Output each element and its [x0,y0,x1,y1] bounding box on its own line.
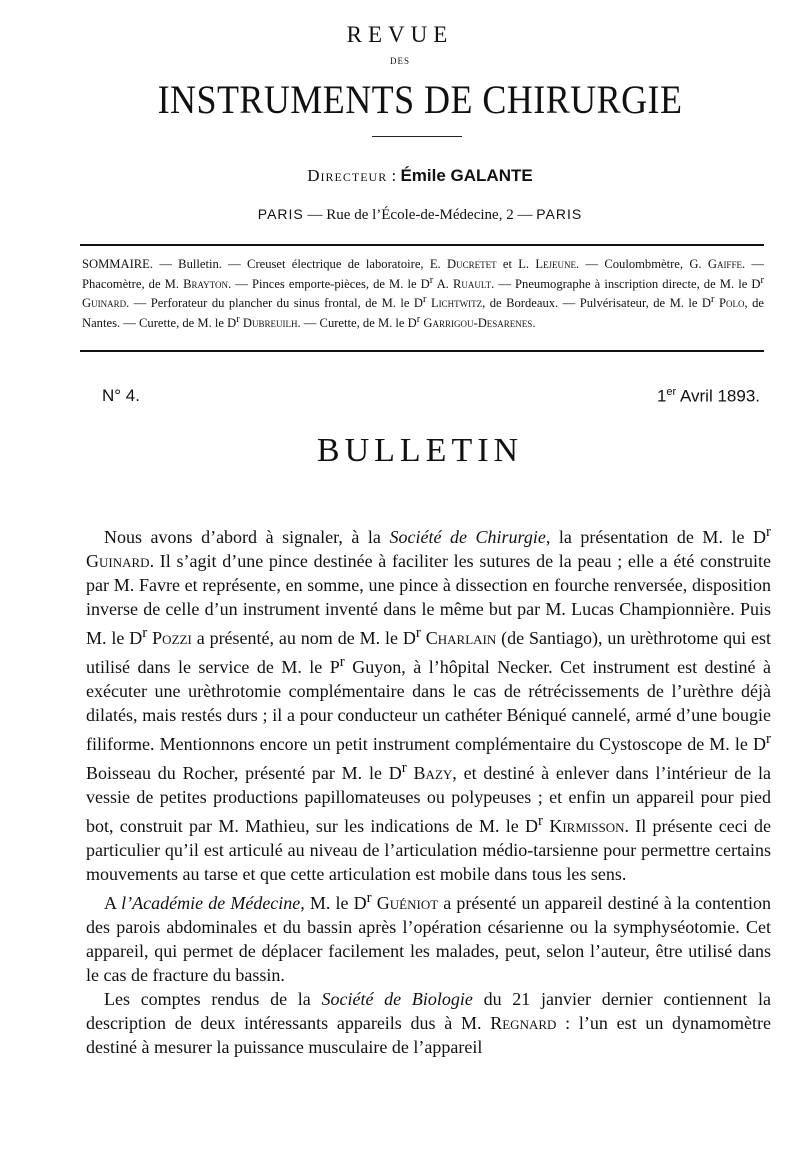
person-name: Kirmisson [549,816,625,836]
sommaire-text: . — Curette, de M. le D [297,316,417,331]
author-name: Ducretet [446,257,497,271]
italic-text: l’Académie de Médecine [121,893,301,913]
date-month-year: Avril 1893. [679,386,760,406]
sommaire-text: . — Coulombmètre, G. [576,257,702,271]
sommaire-text: , de Nantes. — Curette, de M. le D [82,296,764,331]
text: Boisseau du Rocher, présenté par M. le D [86,763,402,783]
text: a présenté, au nom de M. le D [196,628,416,648]
text: a présenté un appareil destiné à la contention des parois abdominales et du bassin après l’opération césarienne ou la symphyséotomie. Cet appareil, qui permet de déplacer facilement les malades, peut, selon l’auteur, être utilisé dans le cas de fracture du bassin. [86,893,772,985]
italic-text: Société de Biologie [321,989,473,1009]
text: . Il s’agit d’une pince destinée à faciliter les sutures de la peau ; elle a été construite par M. Favre et représente, en somme, une pince à dissection en fourche renversée, disposition inverse de celle d’un instrument inventé dans le même but par M. Lucas Championnière. Puis M. le D [86,551,771,648]
sommaire-text: . [532,316,536,331]
author-name: Guinard [82,296,127,311]
text: du 21 janvier dernier contiennent la description de deux intéressants appareils dus à M. [86,989,772,1033]
sommaire [82,256,764,332]
italic-text: Société de Chirurgie [389,527,546,547]
journal-title: INSTRUMENTS DE CHIRURGIE [157,77,683,122]
superscript: r [538,813,544,829]
address-street: — Rue de l’École-de-Médecine, 2 — [307,207,533,223]
sommaire-text: — Bulletin. — Creuset électrique de laboratoire, E. [159,257,441,271]
text: : l’un est un dynamomètre destiné à mesurer la puissance musculaire de l’appareil [86,1013,772,1057]
masthead-des: DES [389,56,410,66]
author-name: Lejeune [535,257,577,271]
director-name: Émile GALANTE [400,166,533,185]
text: Nous avons d’abord à signaler, à la [104,527,381,547]
director-label: Directeur [307,166,388,185]
author-name: Gaiffe [707,257,742,271]
masthead-revue: REVUE [346,22,454,47]
text: . Il présente ceci de particulier qu’il est articulé au niveau de l’articulation médio-tarsienne pour permettre certains mouvements au tarse et que cette articulation est mobile dans tous les sens. [86,816,772,884]
author-name: Dubreuilh [242,316,298,331]
text: (de Santiago), un urèthrotome qui est utilisé dans le service de M. le P [86,628,772,677]
issue-date [612,386,760,407]
address-line [0,206,800,224]
text: , et destiné à enlever dans l’intérieur de la vessie de petites productions papillomateuses ou polypeuses ; et enfin un appareil pour pied bot, construit par M. Mathieu, sur les indications de M. le D [86,763,771,836]
person-name: Charlain [425,628,497,648]
person-name: Regnard [490,1013,557,1033]
superscript: r [366,890,372,906]
superscript: r [339,654,345,670]
superscript: r [236,314,240,326]
address-city-right: PARIS [536,206,583,222]
sommaire-text: . — Pinces emporte-pièces, de M. le D [228,276,430,291]
superscript: r [423,294,427,306]
superscript: r [142,625,148,641]
text: Guyon, à l’hôpital Necker. Cet instrument est destiné à exécuter une urèthrotomie complémentaire dans le cas de rétrécissements de l’urèthre déjà dilatés, mais restés durs ; il a pour conducteur un cathéter Béniqué cannelé, armé d’une bougie filiforme. Mentionnons encore un petit instrument complémentaire du Cystoscope de M. le D [86,657,772,754]
sommaire-text: et L. [502,257,530,271]
superscript: r [401,760,407,776]
superscript: r [711,294,715,306]
director-separator: : [391,166,397,185]
person-name: Guéniot [376,893,439,913]
person-name: Guinard [86,551,150,571]
sommaire-bottom-rule [80,350,764,352]
author-name: Ruault [453,276,492,291]
text: , la présentation de M. le D [545,527,766,547]
article-body [86,520,771,1059]
sommaire-text: , de Bordeaux. — Pulvérisateur, de M. le D [482,296,712,311]
text: Les comptes rendus de la [104,989,311,1009]
author-name: Garrigou-Desarenes [423,316,533,331]
text: A [104,893,117,913]
superscript: r [766,731,771,747]
paragraph-3 [86,987,771,1059]
person-name: Bazy [413,763,453,783]
date-superscript: er [666,386,677,398]
superscript: r [416,314,421,326]
superscript: r [760,274,764,286]
section-heading: BULLETIN [316,432,524,469]
paragraph-1 [86,520,771,886]
paragraph-2 [86,886,771,987]
sommaire-text: . — Phacomètre, de M. [82,257,764,291]
superscript: r [766,524,771,540]
title-rule [372,136,462,137]
director-line [0,166,800,186]
text: , M. le D [300,893,367,913]
superscript: r [429,274,434,286]
issue-number: N° 4. [102,386,140,405]
person-name: Pozzi [152,628,192,648]
sommaire-top-rule [80,244,764,246]
author-name: Lichtwitz [430,296,483,311]
date-day: 1 [656,386,667,406]
superscript: r [415,625,421,641]
address-city-left: PARIS [257,206,304,222]
sommaire-text: . — Pneumographe à inscription directe, de M. le D [491,276,761,291]
author-name: Brayton [183,276,229,291]
sommaire-text: . — Perforateur du plancher du sinus frontal, de M. le D [126,296,424,311]
author-name: Polo [718,296,745,311]
sommaire-label: SOMMAIRE. [82,257,154,271]
sommaire-text: A. [436,276,449,291]
